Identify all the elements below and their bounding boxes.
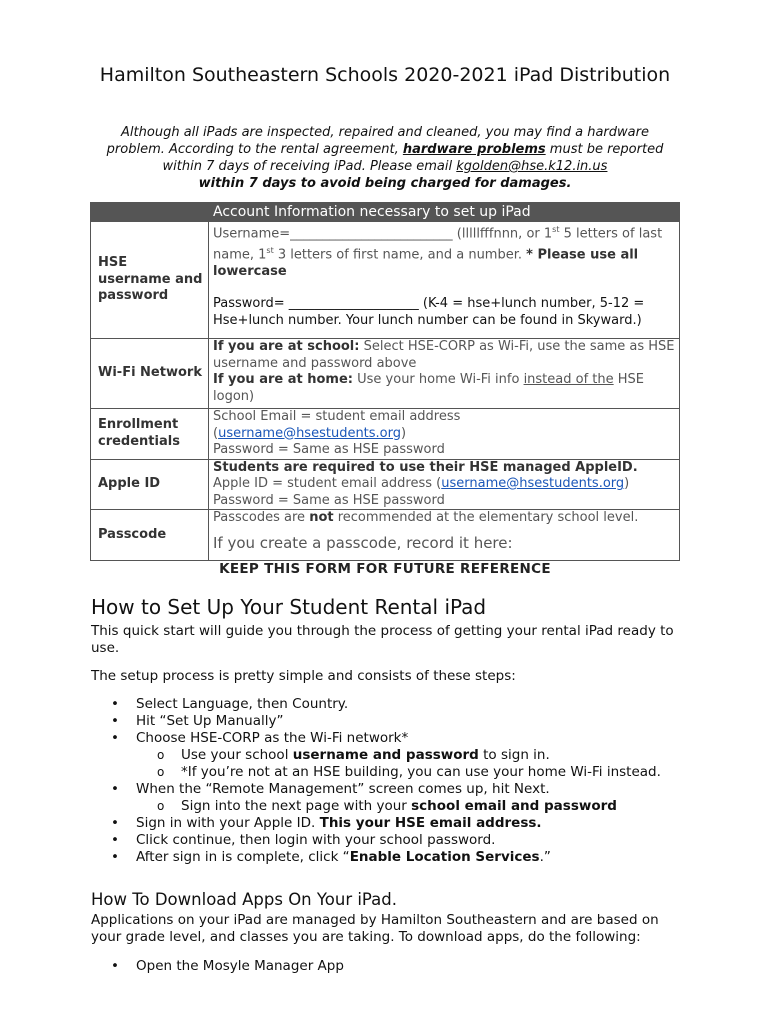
row-label: Passcode	[91, 510, 209, 561]
apps-heading: How To Download Apps On Your iPad.	[91, 890, 397, 909]
apps-steps-list	[91, 958, 691, 975]
table-row-wifi	[91, 339, 680, 409]
keep-form-notice: KEEP THIS FORM FOR FUTURE REFERENCE	[219, 561, 551, 577]
list-item: • When the “Remote Management” screen comes up, hit Next.	[111, 781, 550, 797]
row-label: Wi-Fi Network	[91, 339, 209, 409]
list-item: • Click continue, then login with your school password.	[111, 832, 496, 848]
hardware-problems-emphasis: hardware problems	[402, 142, 546, 157]
list-item: • After sign in is complete, click “Enable Location Services.”	[111, 849, 551, 865]
list-item: • Hit “Set Up Manually”	[111, 713, 284, 729]
row-label: HSE username and password	[91, 222, 209, 339]
list-item: • Open the Mosyle Manager App	[111, 958, 344, 974]
deadline-warning: within 7 days to avoid being charged for damages.	[198, 176, 572, 191]
setup-steps-intro: The setup process is pretty simple and consists of these steps:	[91, 668, 516, 684]
table-row-passcode	[91, 510, 680, 561]
apps-intro: Applications on your iPad are managed by Hamilton Southeastern and are based on your grade level, and classes you are taking. To download apps, do the following:	[91, 912, 659, 945]
contact-email-link[interactable]: kgolden@hse.k12.in.us	[456, 159, 608, 174]
row-value: Students are required to use their HSE managed AppleID. Apple ID = student email address (username@hsestudents.org) Password = Same as HSE password	[209, 459, 680, 510]
row-label: Enrollment credentials	[91, 409, 209, 460]
table-row-enrollment	[91, 409, 680, 460]
table-row-hse	[91, 222, 680, 339]
account-info-table	[90, 202, 680, 561]
row-value: Username=_________________________ (lllllfffnnn, or 1st 5 letters of last name, 1st 3 letters of first name, and a number. * Please use all lowercase Password= ____________________ (K-4 = hse+lunch number, 5-12 = Hse+lunch number. Your lunch number can be found in Skyward.)	[209, 222, 680, 339]
list-item: • Sign in with your Apple ID. This your HSE email address.	[111, 815, 542, 831]
row-value: School Email = student email address (username@hsestudents.org) Password = Same as HSE password	[209, 409, 680, 460]
list-item: o *If you’re not at an HSE building, you can use your home Wi-Fi instead.	[157, 764, 661, 780]
row-label: Apple ID	[91, 459, 209, 510]
list-item: o Sign into the next page with your school email and password	[157, 798, 617, 814]
list-item: o Use your school username and password to sign in.	[157, 747, 550, 763]
page-title: Hamilton Southeastern Schools 2020-2021 iPad Distribution	[99, 64, 671, 86]
setup-intro: This quick start will guide you through the process of getting your rental iPad ready to use.	[91, 623, 674, 656]
row-value: If you are at school: Select HSE-CORP as Wi-Fi, use the same as HSE username and password above If you are at home: Use your home Wi-Fi info instead of the HSE logon)	[209, 339, 680, 409]
row-value: Passcodes are not recommended at the elementary school level. If you create a passcode, record it here:	[209, 510, 680, 561]
setup-steps-list	[91, 696, 691, 866]
account-table-header: Account Information necessary to set up iPad	[91, 203, 680, 222]
list-item: • Select Language, then Country.	[111, 696, 349, 712]
intro-paragraph: Although all iPads are inspected, repaired and cleaned, you may find a hardware problem. According to the rental agreement, hardware problems must be reported within 7 days of receiving iPad. Please email kgolden@hse.k12.in.us within 7 days to avoid being charged for damages.	[106, 125, 664, 191]
student-email-link[interactable]: username@hsestudents.org	[218, 425, 402, 441]
list-item: • Choose HSE-CORP as the Wi-Fi network*	[111, 730, 409, 746]
apple-id-email-link[interactable]: username@hsestudents.org	[441, 476, 625, 491]
table-row-apple-id	[91, 459, 680, 510]
setup-heading: How to Set Up Your Student Rental iPad	[91, 595, 487, 619]
